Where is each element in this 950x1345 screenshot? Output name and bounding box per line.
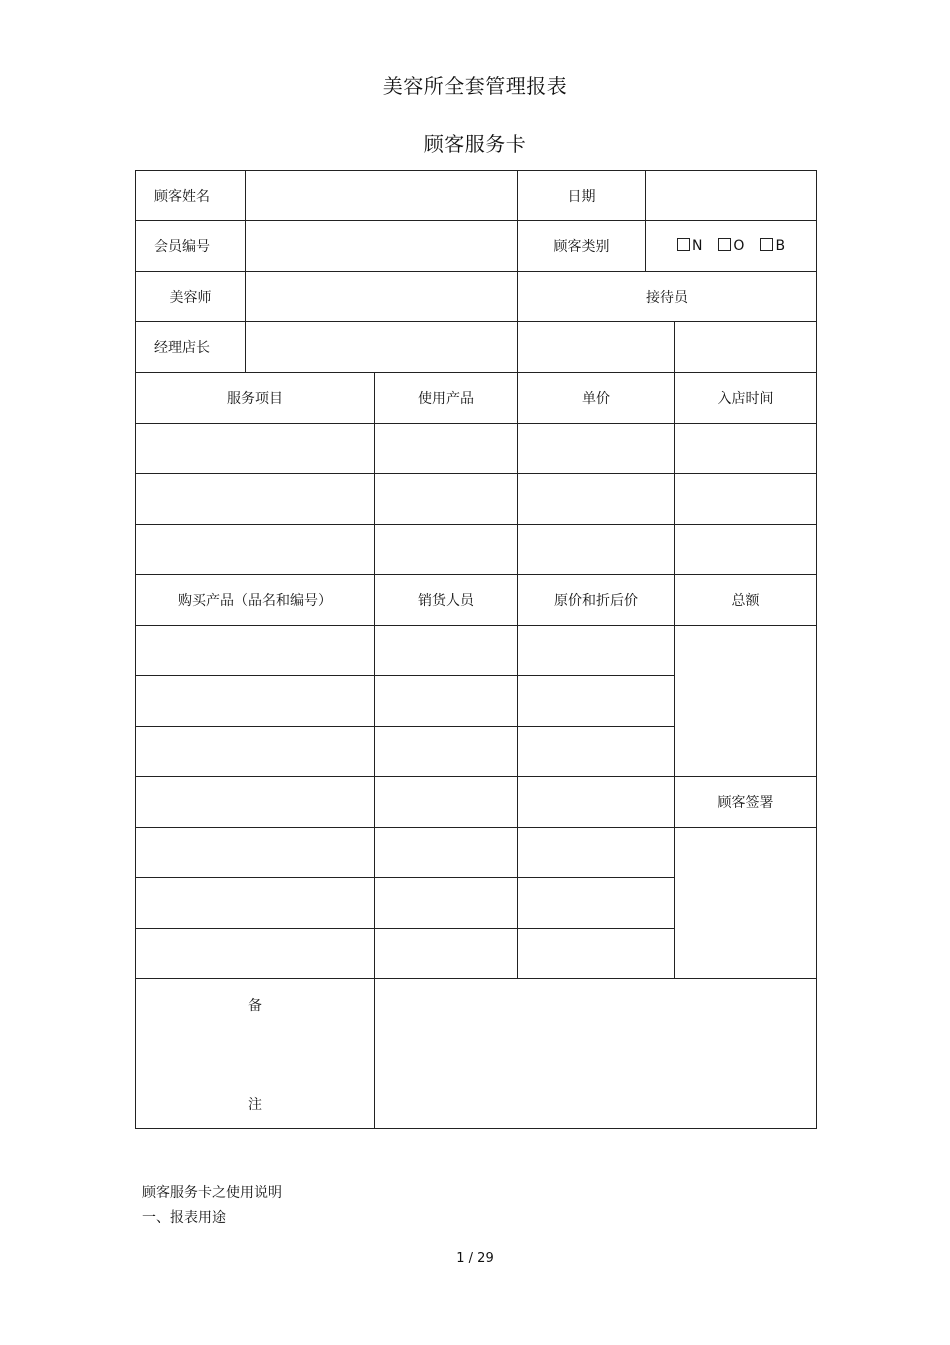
customer-type-option-n[interactable]: N	[677, 238, 702, 254]
receptionist-field-2[interactable]	[675, 322, 817, 373]
table-row	[136, 626, 817, 676]
price-cell[interactable]	[518, 929, 675, 979]
beautician-field[interactable]	[246, 272, 518, 322]
salesperson-header: 销货人员	[375, 575, 518, 626]
form-title: 顾客服务卡	[423, 132, 527, 156]
price-cell[interactable]	[518, 828, 675, 878]
price-cell[interactable]	[518, 878, 675, 929]
checkbox-icon[interactable]	[677, 238, 690, 251]
price-cell[interactable]	[518, 777, 675, 828]
purchased-product-cell[interactable]	[136, 929, 375, 979]
salesperson-cell[interactable]	[375, 676, 518, 727]
page-number: 1 / 29	[456, 1251, 494, 1266]
unit-price-cell[interactable]	[518, 424, 675, 474]
receptionist-field-1[interactable]	[518, 322, 675, 373]
price-header: 原价和折后价	[518, 575, 675, 626]
table-row	[136, 424, 817, 474]
unit-price-cell[interactable]	[518, 525, 675, 575]
product-used-cell[interactable]	[375, 474, 518, 525]
purchased-product-cell[interactable]	[136, 626, 375, 676]
total-cell[interactable]	[675, 626, 817, 777]
customer-service-card-table	[135, 170, 817, 1129]
price-cell[interactable]	[518, 676, 675, 727]
customer-type-label: 顾客类别	[518, 221, 646, 272]
table-row	[136, 525, 817, 575]
date-label: 日期	[518, 171, 646, 221]
table-row	[136, 777, 817, 828]
purchased-product-cell[interactable]	[136, 878, 375, 929]
product-used-cell[interactable]	[375, 424, 518, 474]
purchased-product-cell[interactable]	[136, 676, 375, 727]
salesperson-cell[interactable]	[375, 828, 518, 878]
arrival-time-cell[interactable]	[675, 474, 817, 525]
checkbox-icon[interactable]	[760, 238, 773, 251]
product-used-cell[interactable]	[375, 525, 518, 575]
service-item-cell[interactable]	[136, 525, 375, 575]
signature-field[interactable]	[675, 828, 817, 979]
customer-name-field[interactable]	[246, 171, 518, 221]
service-item-header: 服务项目	[136, 373, 375, 424]
receptionist-label: 接待员	[518, 272, 817, 322]
arrival-time-cell[interactable]	[675, 525, 817, 575]
product-used-header: 使用产品	[375, 373, 518, 424]
salesperson-cell[interactable]	[375, 777, 518, 828]
purchased-product-cell[interactable]	[136, 828, 375, 878]
service-item-cell[interactable]	[136, 474, 375, 525]
total-header: 总额	[675, 575, 817, 626]
table-row	[136, 474, 817, 525]
remarks-label-top: 备	[248, 998, 262, 1014]
manager-label: 经理店长	[136, 322, 246, 373]
arrival-time-cell[interactable]	[675, 424, 817, 474]
beautician-label: 美容师	[136, 272, 246, 322]
service-item-cell[interactable]	[136, 424, 375, 474]
salesperson-cell[interactable]	[375, 626, 518, 676]
date-field[interactable]	[646, 171, 817, 221]
salesperson-cell[interactable]	[375, 878, 518, 929]
member-no-field[interactable]	[246, 221, 518, 272]
salesperson-cell[interactable]	[375, 929, 518, 979]
instructions-section-heading: 一、报表用途	[142, 1210, 226, 1226]
customer-name-label: 顾客姓名	[136, 171, 246, 221]
remarks-label	[136, 979, 375, 1129]
customer-type-option-o[interactable]: O	[718, 238, 744, 254]
member-no-label: 会员编号	[136, 221, 246, 272]
customer-type-options	[646, 221, 817, 272]
price-cell[interactable]	[518, 727, 675, 777]
remarks-label-bottom: 注	[248, 1097, 262, 1113]
purchased-product-cell[interactable]	[136, 727, 375, 777]
document-title: 美容所全套管理报表	[382, 74, 568, 98]
customer-type-option-b[interactable]: B	[760, 238, 785, 254]
signature-label: 顾客签署	[675, 777, 817, 828]
table-row	[136, 828, 817, 878]
purchased-product-header: 购买产品（品名和编号）	[136, 575, 375, 626]
salesperson-cell[interactable]	[375, 727, 518, 777]
manager-field[interactable]	[246, 322, 518, 373]
unit-price-header: 单价	[518, 373, 675, 424]
arrival-time-header: 入店时间	[675, 373, 817, 424]
purchased-product-cell[interactable]	[136, 777, 375, 828]
instructions-title: 顾客服务卡之使用说明	[142, 1185, 282, 1201]
unit-price-cell[interactable]	[518, 474, 675, 525]
price-cell[interactable]	[518, 626, 675, 676]
checkbox-icon[interactable]	[718, 238, 731, 251]
remarks-field[interactable]	[375, 979, 817, 1129]
